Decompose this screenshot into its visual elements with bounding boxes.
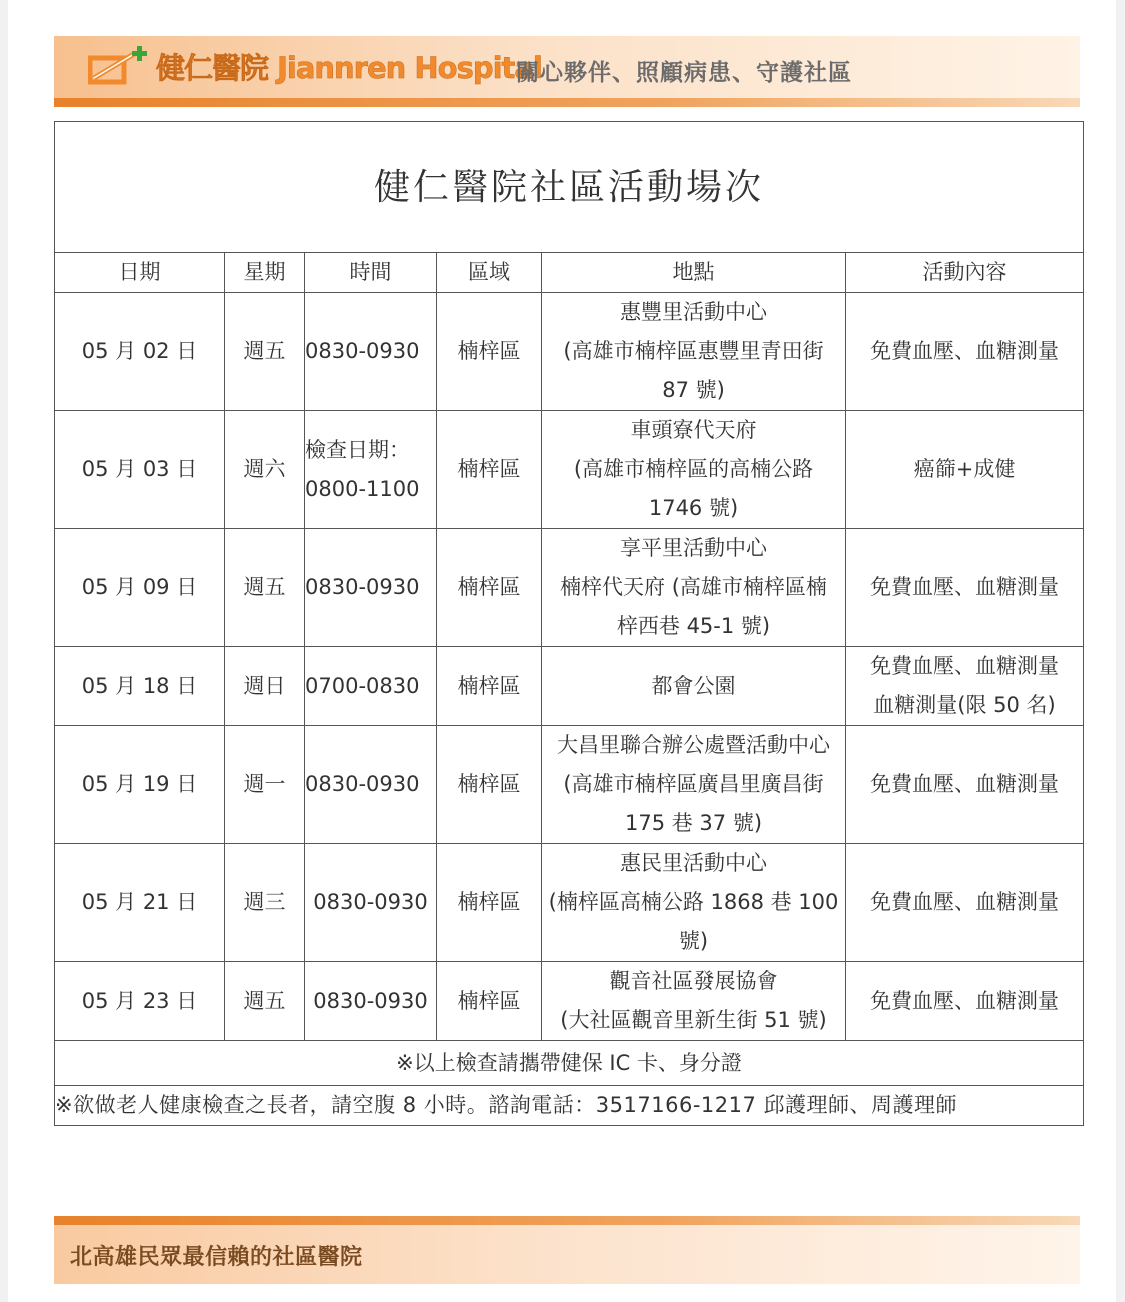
location-line: (高雄市楠梓區廣昌里廣昌街 <box>563 772 824 796</box>
activity-cell: 癌篩+成健 <box>846 411 1084 529</box>
location-line: 車頭寮代天府 <box>630 418 757 442</box>
column-header-district: 區域 <box>437 253 542 293</box>
location-line: 享平里活動中心 <box>620 536 767 560</box>
location-line: 大昌里聯合辦公處暨活動中心 <box>557 733 830 757</box>
date-cell: 05 月 21 日 <box>55 844 225 962</box>
location-line: 1746 號) <box>648 496 739 520</box>
time-cell: 0830-0930 <box>305 529 437 647</box>
table-row <box>55 647 1084 726</box>
location-line: 都會公園 <box>651 673 736 698</box>
table-row <box>55 293 1084 411</box>
time-cell: 0830-0930 <box>305 293 437 411</box>
weekday-cell: 週六 <box>225 411 305 529</box>
time-cell: 0830-0930 <box>305 962 437 1041</box>
weekday-cell: 週三 <box>225 844 305 962</box>
date-cell: 05 月 09 日 <box>55 529 225 647</box>
location-line: 楠梓代天府 (高雄市楠梓區楠 <box>560 575 827 599</box>
activity-cell: 免費血壓、血糖測量 <box>846 726 1084 844</box>
date-cell: 05 月 18 日 <box>55 647 225 726</box>
table-row <box>55 962 1084 1041</box>
fasting-contact-note: ※欲做老人健康檢查之長者，請空腹 8 小時。諮詢電話：3517166-1217 邱護理師、周護理師 <box>55 1086 1084 1126</box>
table-row <box>55 844 1084 962</box>
location-line: 惠民里活動中心 <box>620 851 767 875</box>
location-line: 觀音社區發展協會 <box>609 969 778 993</box>
table-header-row <box>55 253 1084 293</box>
time-cell: 0830-0930 <box>305 726 437 844</box>
column-header-location: 地點 <box>542 253 846 293</box>
footer-slogan: 北高雄民眾最信賴的社區醫院 <box>70 1245 363 1270</box>
column-header-date: 日期 <box>55 253 225 293</box>
hospital-slogan: 關心夥伴、照顧病患、守護社區 <box>516 60 852 86</box>
district-cell: 楠梓區 <box>437 647 542 726</box>
location-cell <box>542 726 846 844</box>
location-line: 號) <box>678 929 709 953</box>
district-cell: 楠梓區 <box>437 962 542 1041</box>
time-cell: 0830-0930 <box>305 844 437 962</box>
district-cell: 楠梓區 <box>437 293 542 411</box>
hospital-logo-icon <box>88 44 152 86</box>
location-cell <box>542 293 846 411</box>
location-line: (高雄市楠梓區的高楠公路 <box>573 457 814 481</box>
hospital-name: 健仁醫院 Jiannren Hospital <box>156 51 542 85</box>
table-row <box>55 726 1084 844</box>
location-cell <box>542 647 846 726</box>
location-line: 梓西巷 45-1 號) <box>616 614 771 638</box>
time-line: 檢查日期： <box>305 437 410 462</box>
activity-cell: 免費血壓、血糖測量 <box>846 962 1084 1041</box>
date-cell: 05 月 19 日 <box>55 726 225 844</box>
date-cell: 05 月 03 日 <box>55 411 225 529</box>
activity-schedule-table <box>54 121 1084 1126</box>
weekday-cell: 週五 <box>225 293 305 411</box>
note-row <box>55 1041 1084 1086</box>
schedule-title: 健仁醫院社區活動場次 <box>55 122 1084 253</box>
table-row <box>55 411 1084 529</box>
note-row <box>55 1086 1084 1126</box>
column-header-activity: 活動內容 <box>846 253 1084 293</box>
table-row <box>55 529 1084 647</box>
activity-line: 血糖測量(限 50 名) <box>873 693 1056 717</box>
weekday-cell: 週日 <box>225 647 305 726</box>
location-line: 175 巷 37 號) <box>624 811 763 835</box>
location-cell <box>542 529 846 647</box>
weekday-cell: 週五 <box>225 962 305 1041</box>
activity-line: 免費血壓、血糖測量 <box>870 654 1060 678</box>
column-header-weekday: 星期 <box>225 253 305 293</box>
location-cell <box>542 962 846 1041</box>
location-line: (大社區觀音里新生街 51 號) <box>560 1008 827 1032</box>
date-cell: 05 月 02 日 <box>55 293 225 411</box>
location-line: 惠豐里活動中心 <box>620 300 767 324</box>
column-header-time: 時間 <box>305 253 437 293</box>
location-cell <box>542 844 846 962</box>
activity-cell <box>846 647 1084 726</box>
time-line: 0800-1100 <box>305 476 420 501</box>
location-line: (高雄市楠梓區惠豐里青田街 <box>563 339 824 363</box>
district-cell: 楠梓區 <box>437 411 542 529</box>
header-stripe <box>54 98 1080 107</box>
district-cell: 楠梓區 <box>437 529 542 647</box>
date-cell: 05 月 23 日 <box>55 962 225 1041</box>
district-cell: 楠梓區 <box>437 844 542 962</box>
footer-stripe <box>54 1216 1080 1225</box>
weekday-cell: 週一 <box>225 726 305 844</box>
activity-cell: 免費血壓、血糖測量 <box>846 293 1084 411</box>
id-card-note: ※以上檢查請攜帶健保 IC 卡、身分證 <box>55 1041 1084 1086</box>
district-cell: 楠梓區 <box>437 726 542 844</box>
activity-cell: 免費血壓、血糖測量 <box>846 844 1084 962</box>
location-line: 87 號) <box>662 378 725 402</box>
location-cell <box>542 411 846 529</box>
time-cell: 0700-0830 <box>305 647 437 726</box>
weekday-cell: 週五 <box>225 529 305 647</box>
time-cell <box>305 411 437 529</box>
activity-cell: 免費血壓、血糖測量 <box>846 529 1084 647</box>
location-line: (楠梓區高楠公路 1868 巷 100 <box>548 890 839 914</box>
